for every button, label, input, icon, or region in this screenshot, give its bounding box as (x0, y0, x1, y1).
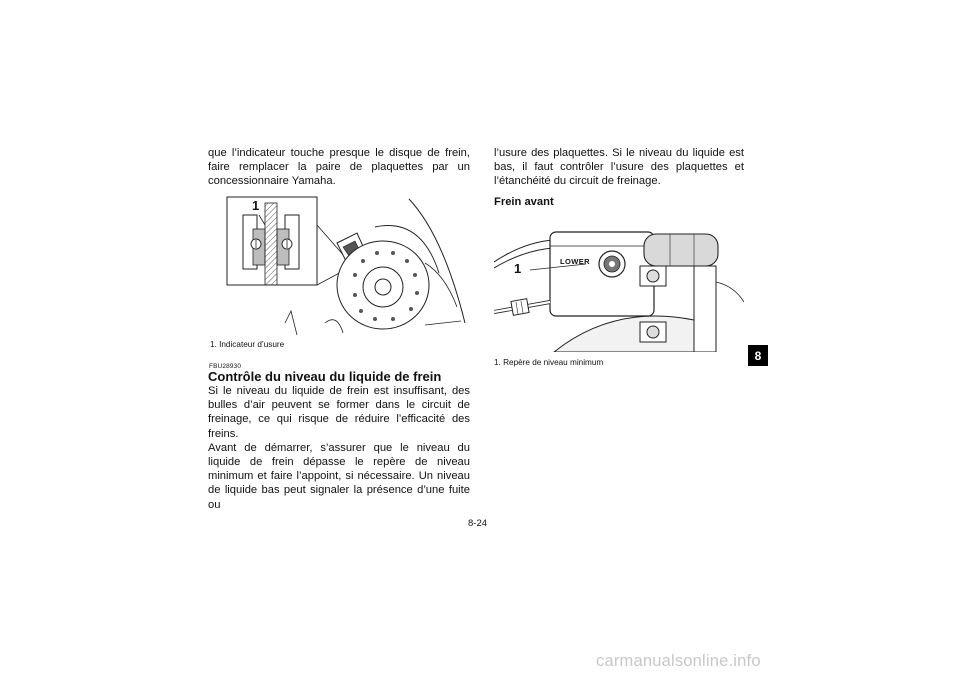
section-code: FBU28930 (209, 363, 242, 370)
subheading-front-brake: Frein avant (494, 196, 554, 208)
watermark-text: carmanualsonline.info (596, 652, 761, 670)
reservoir-callout-number: 1 (514, 261, 522, 276)
page-number: 8-24 (468, 518, 488, 529)
chapter-tab: 8 (748, 345, 768, 366)
section-title: Contrôle du niveau du liquide de frein (208, 369, 442, 384)
reservoir-illustration (494, 212, 744, 352)
left-paragraph-bubbles: Si le niveau du liquide de frein est insuffisant, des bulles d’air peuvent se former dans le circuit de freinage, ce qui risque de réduire l’efficacité des freins. (208, 385, 470, 440)
figure-caption-wear-indicator: 1. Indicateur d’usure (210, 340, 285, 349)
right-paragraph-wear: l’usure des plaquettes. Si le niveau du liquide est bas, il faut contrôler l’usure des plaquettes et l’étanchéité du circuit de freinage. (494, 147, 744, 188)
right-column (494, 146, 744, 189)
left-paragraph-check: Avant de démarrer, s’assurer que le niveau du liquide de frein dépasse le repère de niveau minimum et faire l’appoint, si nécessaire. Un niveau de liquide bas peut signaler la présence d’une fuite ou (208, 441, 470, 511)
lower-level-label: LOWER (560, 257, 590, 266)
left-column (208, 146, 470, 189)
figure-callout-number: 1 (252, 198, 260, 213)
left-column-body (208, 384, 470, 512)
figure-caption-min-level: 1. Repère de niveau minimum (494, 358, 604, 367)
left-paragraph-intro: que l’indicateur touche presque le disque de frein, faire remplacer la paire de plaquettes par un concessionnaire Yamaha. (208, 147, 470, 188)
brake-pad-illustration (225, 195, 467, 337)
brake-pad-wear-figure (225, 195, 467, 337)
brake-reservoir-figure (494, 212, 744, 352)
